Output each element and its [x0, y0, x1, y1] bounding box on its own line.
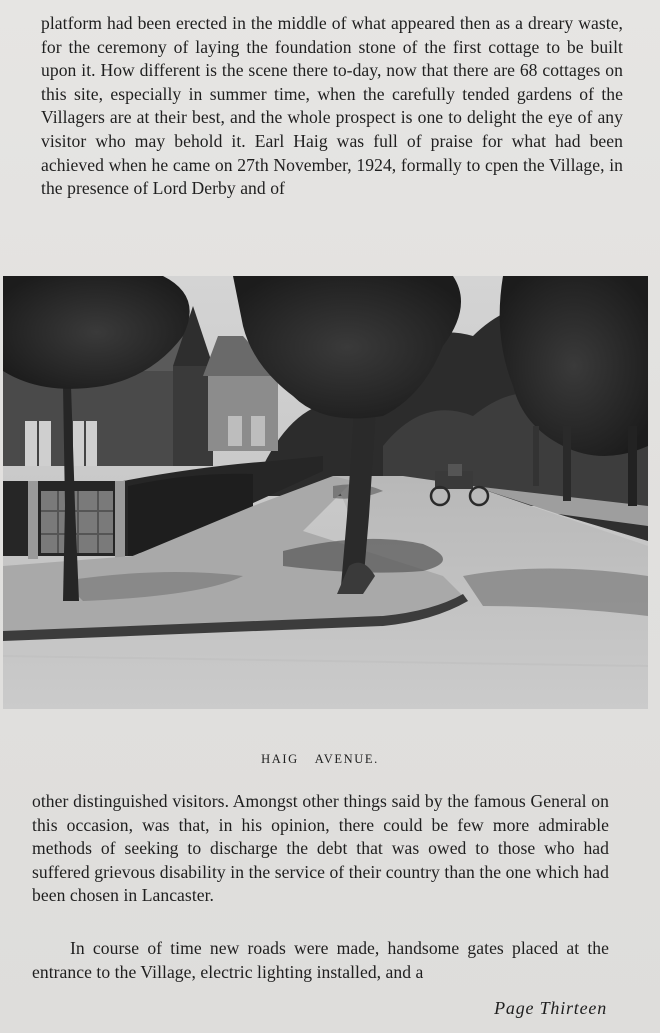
photo-caption: HAIG AVENUE.	[261, 752, 379, 766]
photograph-haig-avenue	[3, 276, 648, 709]
paragraph-last: In course of time new roads were made, handsome gates placed at the entrance to the Village, electric lighting installed, and a	[32, 938, 609, 982]
page-number: Page Thirteen	[494, 998, 607, 1018]
paragraph-bottom: other distinguished visitors. Amongst other things said by the famous General on this occasion, was that, in his opinion, there could be few more admirable methods of seeking to discharge the debt that was owed to those who had suffered grievous disability in the service of their country than the one which had been chosen in Lancaster.	[32, 791, 609, 906]
paragraph-top: platform had been erected in the middle of what appeared then as a dreary waste, for the ceremony of laying the foundation stone of the first cottage to be built upon it. How different is the scene there to-day, now that there are 68 cottages on this site, especially in summer time, when the carefully tended gardens of the Villagers are at their best, and the whole prospect is one to delight the eye of any visitor who may behold it. Earl Haig was full of praise for what had been achieved when he came on 27th November, 1924, formally to cpen the Village, in the presence of Lord Derby and of	[41, 13, 623, 199]
